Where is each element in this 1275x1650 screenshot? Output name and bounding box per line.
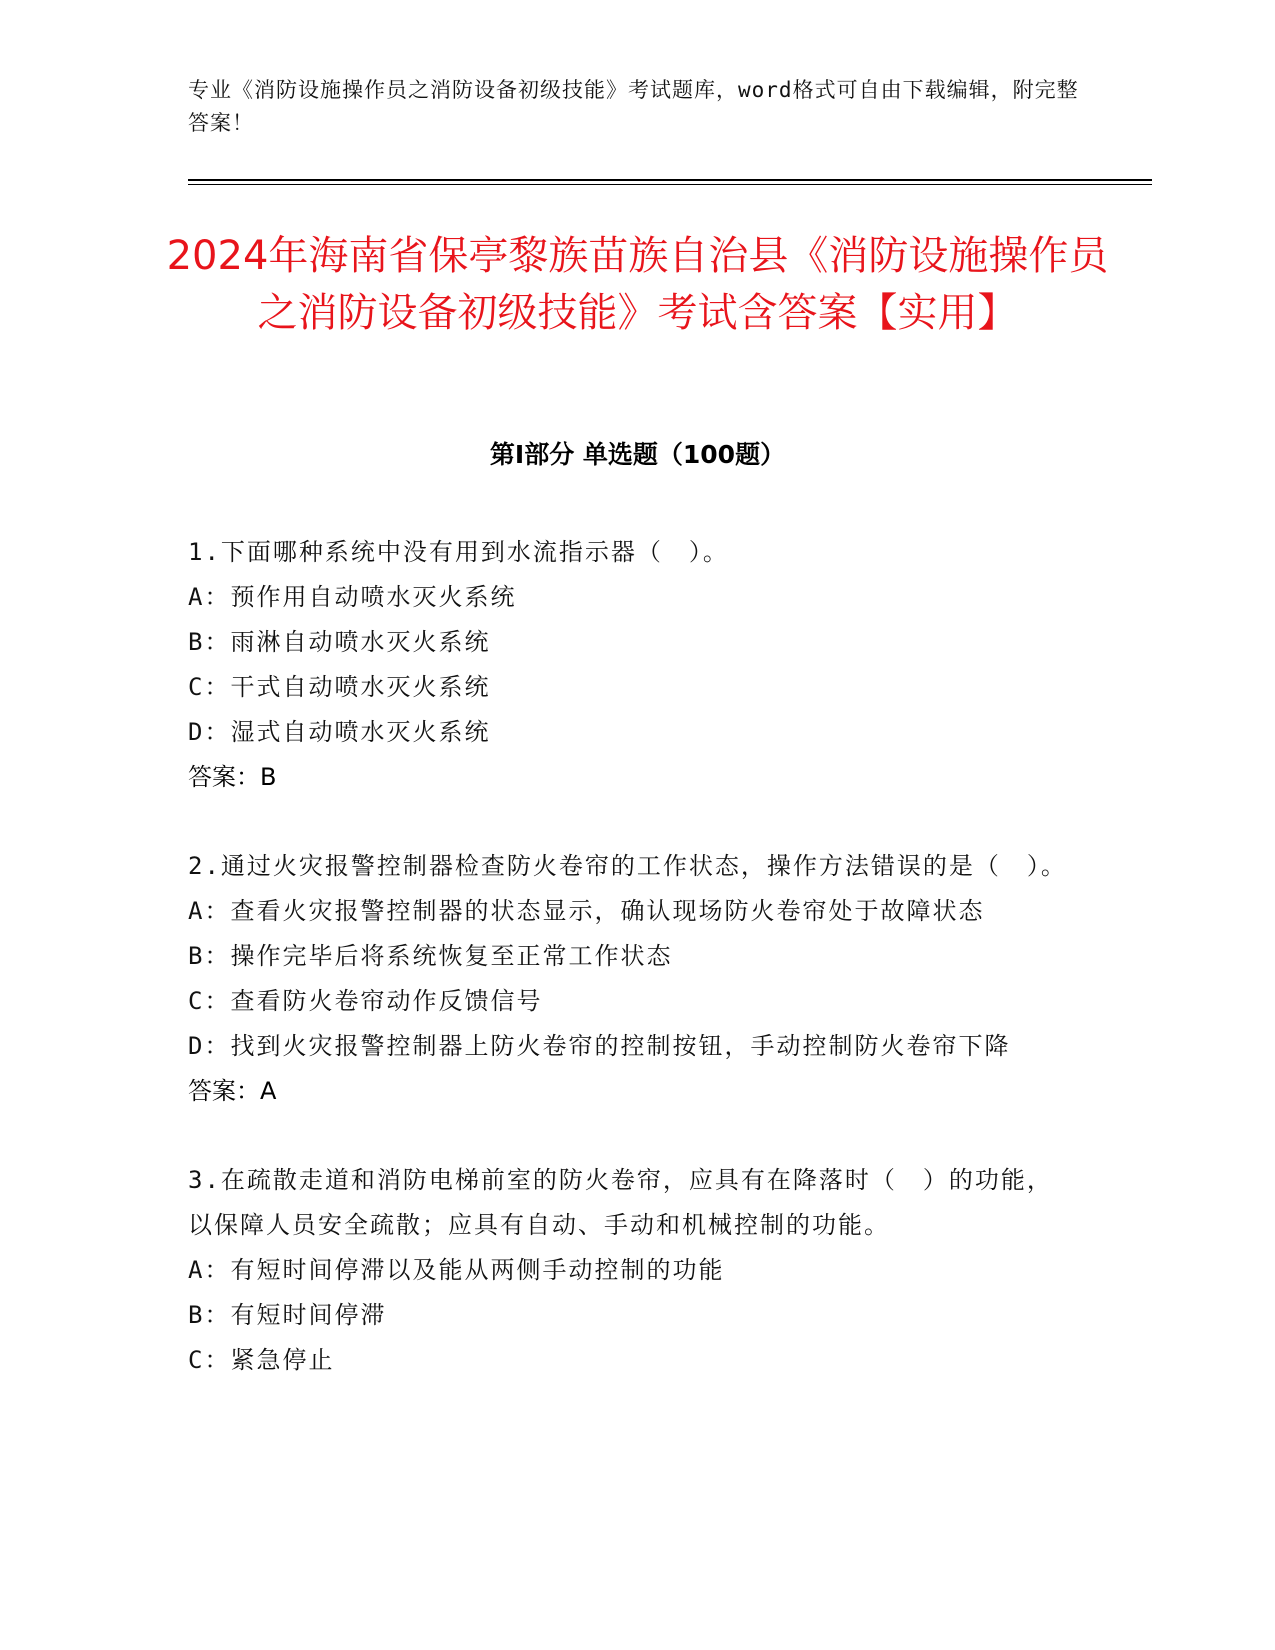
option-b: B：雨淋自动喷水灭火系统 (188, 628, 491, 656)
question-answer: 答案：A (188, 1077, 277, 1105)
option-c: C：查看防火卷帘动作反馈信号 (188, 987, 543, 1015)
question-stem: 2.通过火灾报警控制器检查防火卷帘的工作状态，操作方法错误的是（ ）。 (188, 852, 1067, 880)
question-list (188, 530, 1078, 1427)
question-3 (188, 1158, 1078, 1383)
section-title: 第Ⅰ部分 单选题（100题） (489, 440, 786, 469)
document-title: 2024年海南省保亭黎族苗族自治县《消防设施操作员之消防设备初级技能》考试含答案【实用】 (166, 233, 1109, 336)
option-d: D：湿式自动喷水灭火系统 (188, 718, 491, 746)
question-answer: 答案：B (188, 763, 277, 791)
question-stem: 3.在疏散走道和消防电梯前室的防火卷帘，应具有在降落时（ ）的功能，以保障人员安全疏散；应具有自动、手动和机械控制的功能。 (188, 1166, 1053, 1239)
header-note: 专业《消防设施操作员之消防设备初级技能》考试题库，word格式可自由下载编辑，附完整答案！ (188, 78, 1079, 135)
option-a: A：预作用自动喷水灭火系统 (188, 583, 517, 611)
option-b: B：有短时间停滞 (188, 1301, 387, 1329)
question-1 (188, 530, 1078, 800)
option-d: D：找到火灾报警控制器上防火卷帘的控制按钮，手动控制防火卷帘下降 (188, 1032, 1011, 1060)
header-divider-thin (188, 184, 1152, 185)
option-a: A：有短时间停滞以及能从两侧手动控制的功能 (188, 1256, 725, 1284)
header-divider-thick (188, 179, 1152, 181)
option-a: A：查看火灾报警控制器的状态显示，确认现场防火卷帘处于故障状态 (188, 897, 985, 925)
option-b: B：操作完毕后将系统恢复至正常工作状态 (188, 942, 673, 970)
option-c: C：干式自动喷水灭火系统 (188, 673, 491, 701)
question-stem: 1.下面哪种系统中没有用到水流指示器（ ）。 (188, 538, 729, 566)
option-c: C：紧急停止 (188, 1346, 335, 1374)
question-2 (188, 844, 1078, 1114)
